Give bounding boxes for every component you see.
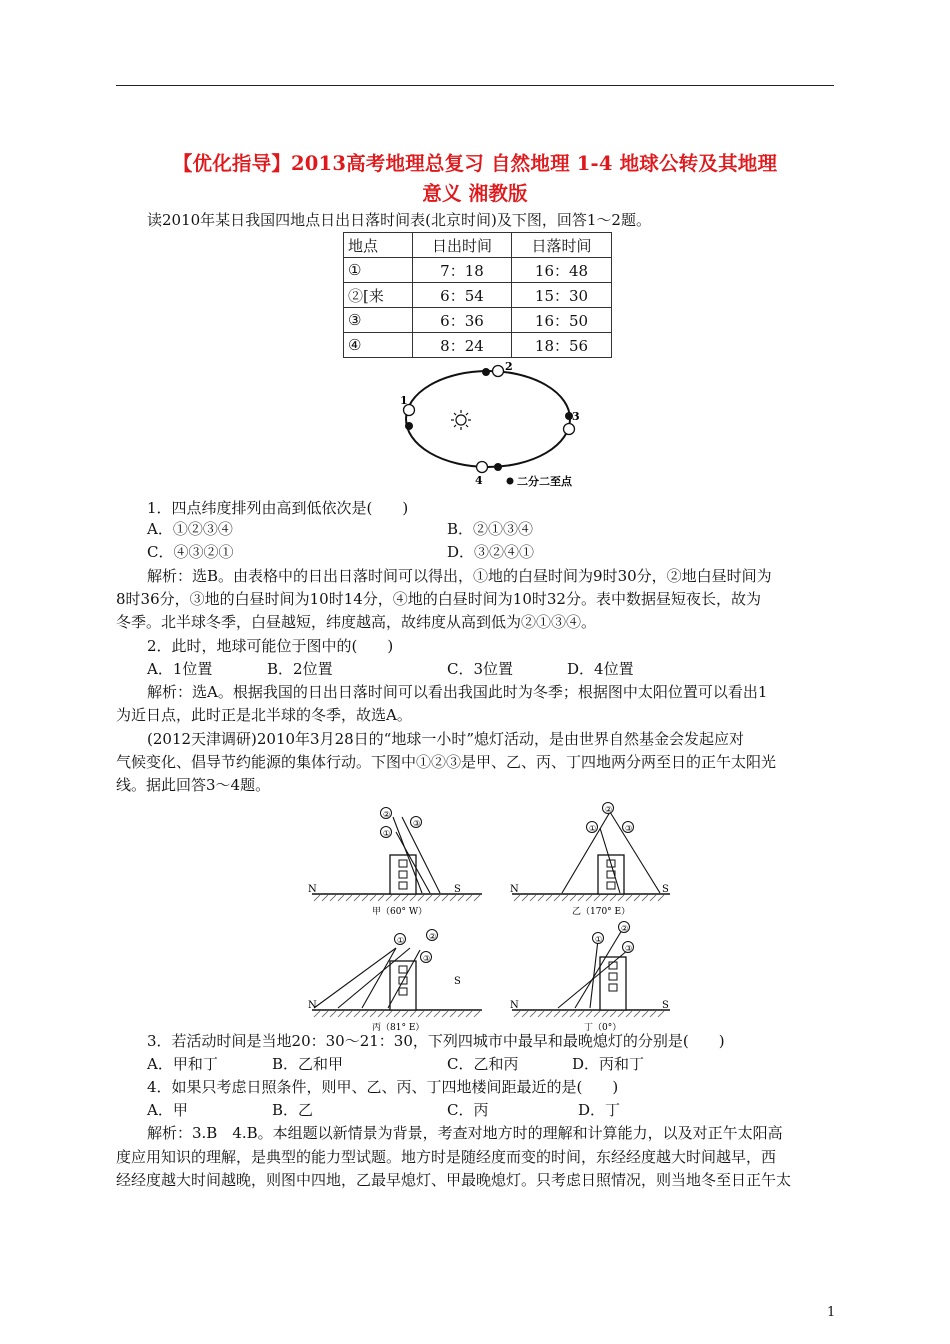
table-cell: 15：30: [512, 283, 612, 308]
earth-position-3: [564, 424, 575, 435]
analysis34-line2: 度应用知识的理解，是典型的能力型试题。地方时是随经度而变的时间，东经经度越大时间越早，西: [116, 1148, 777, 1166]
analysis1-line1: 解析：选B。由表格中的日出日落时间可以得出，①地的白昼时间为9时30分，②地白昼时间为: [147, 567, 772, 585]
q3-stem: 3．若活动时间是当地20：30～21：30，下列四城市中最早和最晚熄灯的分别是( ): [147, 1032, 725, 1050]
doc-title-line2: 意义 湘教版: [422, 182, 528, 205]
table-cell: 16：50: [512, 308, 612, 333]
svg-text:①: ①: [383, 829, 391, 838]
svg-text:③: ③: [625, 944, 633, 953]
svg-text:①: ①: [589, 824, 597, 833]
orbit-label-2: 2: [505, 360, 513, 373]
q4-stem: 4．如果只考虑日照条件，则甲、乙、丙、丁四地楼间距最近的是( ): [147, 1078, 619, 1096]
q4-option-b: B．乙: [272, 1101, 314, 1119]
orbit-legend: 二分二至点: [517, 475, 572, 488]
table-cell: 18：56: [512, 333, 612, 358]
table-row: [344, 308, 612, 333]
table-cell: ④: [344, 333, 413, 358]
analysis1-line2: 8时36分，③地的白昼时间为10时14分，④地的白昼时间为10时32分。表中数据昼短夜长，故为: [116, 590, 761, 608]
earth-position-2: [493, 366, 504, 377]
table-header-cell: 日落时间: [512, 233, 612, 258]
orbit-diagram: [395, 360, 595, 492]
intro-text-1: 读2010年某日我国四地点日出日落时间表(北京时间)及下图，回答1～2题。: [147, 211, 651, 229]
panel-yi: [512, 803, 670, 902]
solstice-point-dot: [482, 368, 490, 376]
table-header-row: [344, 233, 612, 258]
panel-ding: [512, 922, 670, 1018]
panel-label-ding: 丁（0°）: [584, 1023, 622, 1032]
analysis2-line2: 为近日点，此时正是北半球的冬季，故选A。: [116, 706, 412, 724]
label-north: N: [510, 1000, 519, 1011]
sunrise-sunset-table: [343, 232, 612, 358]
intro2-line3: 线。据此回答3～4题。: [116, 776, 271, 794]
table-cell: 16：48: [512, 258, 612, 283]
q1-option-d: D．③②④①: [447, 543, 535, 561]
table-header-cell: 日出时间: [413, 233, 512, 258]
legend-dot: [507, 478, 514, 485]
page-number: 1: [827, 1305, 836, 1320]
solstice-point-dot: [405, 422, 413, 430]
header-rule: [116, 85, 834, 86]
q1-option-c: C．④③②①: [147, 543, 234, 561]
label-south: S: [454, 884, 461, 895]
analysis34-line3: 经经度越大时间越晚，则图中四地，乙最早熄灯、甲最晚熄灯。只考虑日照情况，则当地冬至日正午太: [116, 1171, 792, 1189]
q3-option-d: D．丙和丁: [572, 1055, 645, 1073]
table-cell: ③: [344, 308, 413, 333]
q1-option-b: B．②①③④: [447, 520, 534, 538]
q4-option-c: C．丙: [447, 1101, 489, 1119]
q2-option-a: A．1位置: [147, 660, 213, 678]
label-south: S: [662, 1000, 669, 1011]
label-north: N: [308, 1000, 317, 1011]
analysis34-line1: 解析：3.B 4.B。本组题以新情景为背景，考查对地方时的理解和计算能力，以及对正午太阳高: [147, 1124, 783, 1142]
table-row: [344, 258, 612, 283]
q3-option-c: C．乙和丙: [447, 1055, 519, 1073]
q4-option-d: D．丁: [578, 1101, 621, 1119]
intro2-line1: (2012天津调研)2010年3月28日的“地球一小时”熄灯活动，是由世界自然基金会发起应对: [147, 730, 745, 748]
table-cell: 7：18: [413, 258, 512, 283]
panel-bing: [312, 930, 482, 1018]
table-row: [344, 333, 612, 358]
svg-text:②: ②: [383, 810, 391, 819]
q3-option-b: B．乙和甲: [272, 1055, 344, 1073]
q1-stem: 1．四点纬度排列由高到低依次是( ): [147, 499, 409, 517]
svg-text:②: ②: [605, 805, 613, 814]
label-south: S: [454, 976, 461, 987]
table-cell: 6：54: [413, 283, 512, 308]
panel-label-yi: 乙（170° E）: [572, 907, 631, 917]
table-cell: 8：24: [413, 333, 512, 358]
noon-sun-ray-diagram: [300, 800, 680, 1032]
svg-text:①: ①: [595, 935, 603, 944]
orbit-ellipse: [406, 371, 570, 467]
table-row: [344, 283, 612, 308]
svg-text:②: ②: [621, 924, 629, 933]
orbit-label-1: 1: [400, 394, 408, 407]
q2-option-c: C．3位置: [447, 660, 514, 678]
orbit-label-4: 4: [475, 474, 483, 487]
table-cell: ①: [344, 258, 413, 283]
analysis2-line1: 解析：选A。根据我国的日出日落时间可以看出我国此时为冬季；根据图中太阳位置可以看出1: [147, 683, 768, 701]
q1-option-a: A．①②③④: [147, 520, 233, 538]
svg-text:①: ①: [397, 936, 405, 945]
label-south: S: [662, 884, 669, 895]
q2-stem: 2．此时，地球可能位于图中的( ): [147, 637, 394, 655]
q2-option-d: D．4位置: [567, 660, 634, 678]
svg-text:③: ③: [413, 819, 421, 828]
svg-text:③: ③: [625, 824, 633, 833]
analysis1-line3: 冬季。北半球冬季，白昼越短，纬度越高，故纬度从高到低为②①③④。: [116, 613, 597, 631]
label-north: N: [510, 884, 519, 895]
solstice-point-dot: [494, 463, 502, 471]
sun-icon: [451, 410, 471, 430]
table-header-cell: 地点: [344, 233, 413, 258]
intro2-line2: 气候变化、倡导节约能源的集体行动。下图中①②③是甲、乙、丙、丁四地两分两至日的正午太阳光: [116, 753, 777, 771]
q3-option-a: A．甲和丁: [147, 1055, 218, 1073]
table-cell: 6：36: [413, 308, 512, 333]
q2-option-b: B．2位置: [267, 660, 333, 678]
svg-text:③: ③: [423, 954, 431, 963]
orbit-label-3: 3: [572, 410, 580, 423]
doc-title-line1: 【优化指导】2013高考地理总复习 自然地理 1-4 地球公转及其地理: [172, 152, 778, 175]
label-north: N: [308, 884, 317, 895]
earth-position-4: [477, 462, 488, 473]
panel-label-bing: 丙（81° E）: [372, 1023, 425, 1032]
svg-text:②: ②: [429, 932, 437, 941]
table-cell: ②[来: [344, 283, 413, 308]
q4-option-a: A．甲: [147, 1101, 188, 1119]
panel-label-jia: 甲（60° W）: [372, 907, 428, 917]
